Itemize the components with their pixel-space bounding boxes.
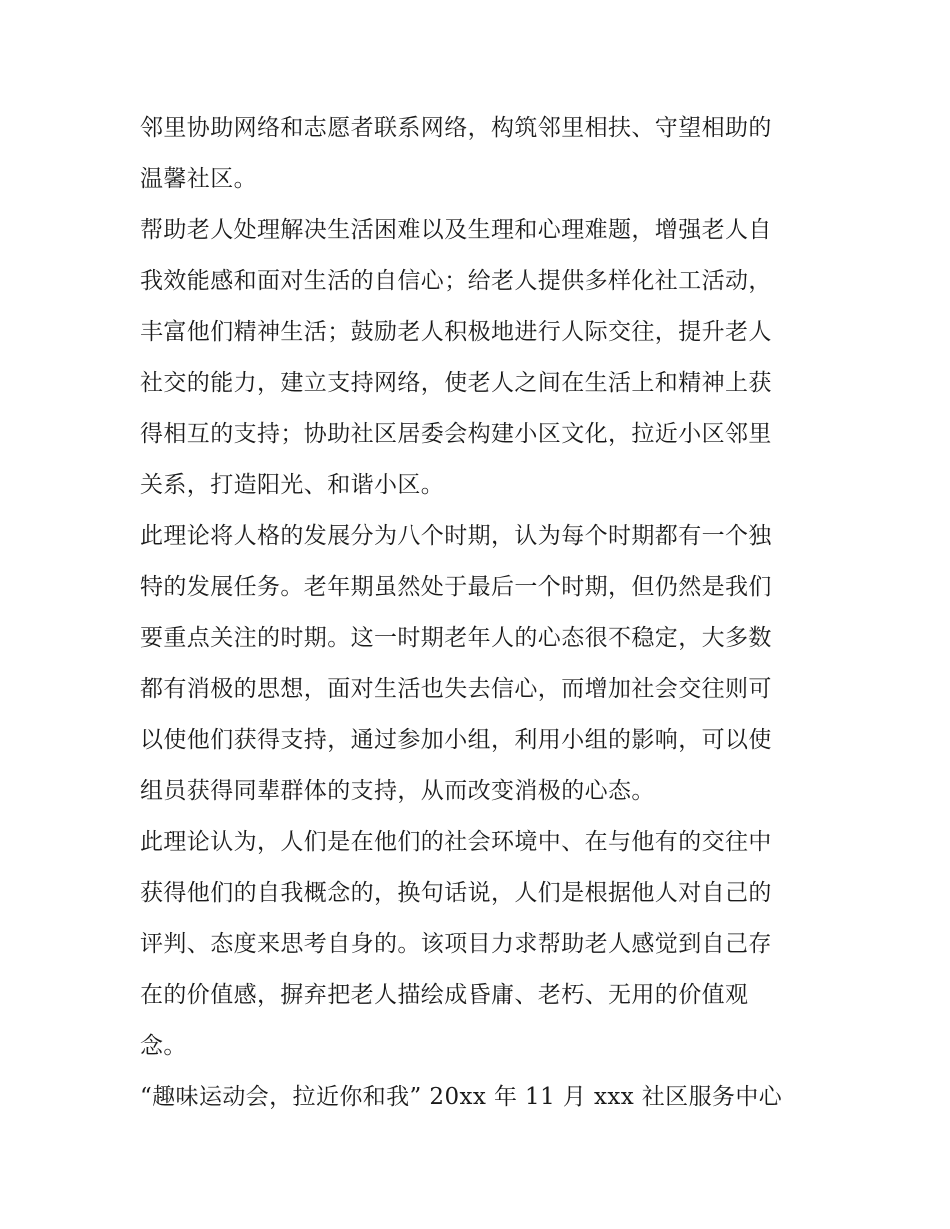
- paragraph-neighbor-network: [140, 103, 820, 205]
- text-line: 特的发展任务。老年期虽然处于最后一个时期，但仍然是我们: [140, 574, 772, 600]
- text-line: 以使他们获得支持，通过参加小组，利用小组的影响，可以使: [140, 727, 772, 753]
- text-line: 评判、态度来思考自身的。该项目力求帮助老人感觉到自己存: [140, 931, 772, 957]
- text-line: 邻里协助网络和志愿者联系网络，构筑邻里相扶、守望相助的: [140, 115, 772, 141]
- paragraph-development-theory: [140, 511, 820, 817]
- text-line: 都有消极的思想，面对生活也失去信心，而增加社会交往则可: [140, 676, 772, 702]
- text-line: 要重点关注的时期。这一时期老年人的心态很不稳定，大多数: [140, 625, 772, 651]
- text-line: “趣味运动会，拉近你和我” 20xx 年 11 月 xxx 社区服务中心: [140, 1084, 783, 1110]
- text-line: 关系，打造阳光、和谐小区。: [140, 472, 445, 498]
- text-line: 温馨社区。: [140, 166, 257, 192]
- text-line: 在的价值感，摒弃把老人描绘成昏庸、老朽、无用的价值观: [140, 982, 749, 1008]
- text-line: 得相互的支持；协助社区居委会构建小区文化，拉近小区邻里: [140, 421, 772, 447]
- text-line: 社交的能力，建立支持网络，使老人之间在生活上和精神上获: [140, 370, 772, 396]
- text-line: 帮助老人处理解决生活困难以及生理和心理难题，增强老人自: [140, 217, 772, 243]
- document-body: [140, 103, 820, 1123]
- paragraph-project-goals: [140, 205, 820, 511]
- text-line: 此理论认为，人们是在他们的社会环境中、在与他有的交往中: [140, 829, 772, 855]
- text-line: 我效能感和面对生活的自信心；给老人提供多样化社工活动，: [140, 268, 772, 294]
- text-line: 丰富他们精神生活；鼓励老人积极地进行人际交往，提升老人: [140, 319, 772, 345]
- text-line: 组员获得同辈群体的支持，从而改变消极的心态。: [140, 778, 655, 804]
- activity-title: [140, 1072, 820, 1123]
- text-line: 念。: [140, 1033, 187, 1059]
- paragraph-self-concept-theory: [140, 817, 820, 1072]
- text-line: 获得他们的自我概念的，换句话说，人们是根据他人对自己的: [140, 880, 772, 906]
- text-line: 此理论将人格的发展分为八个时期，认为每个时期都有一个独: [140, 523, 772, 549]
